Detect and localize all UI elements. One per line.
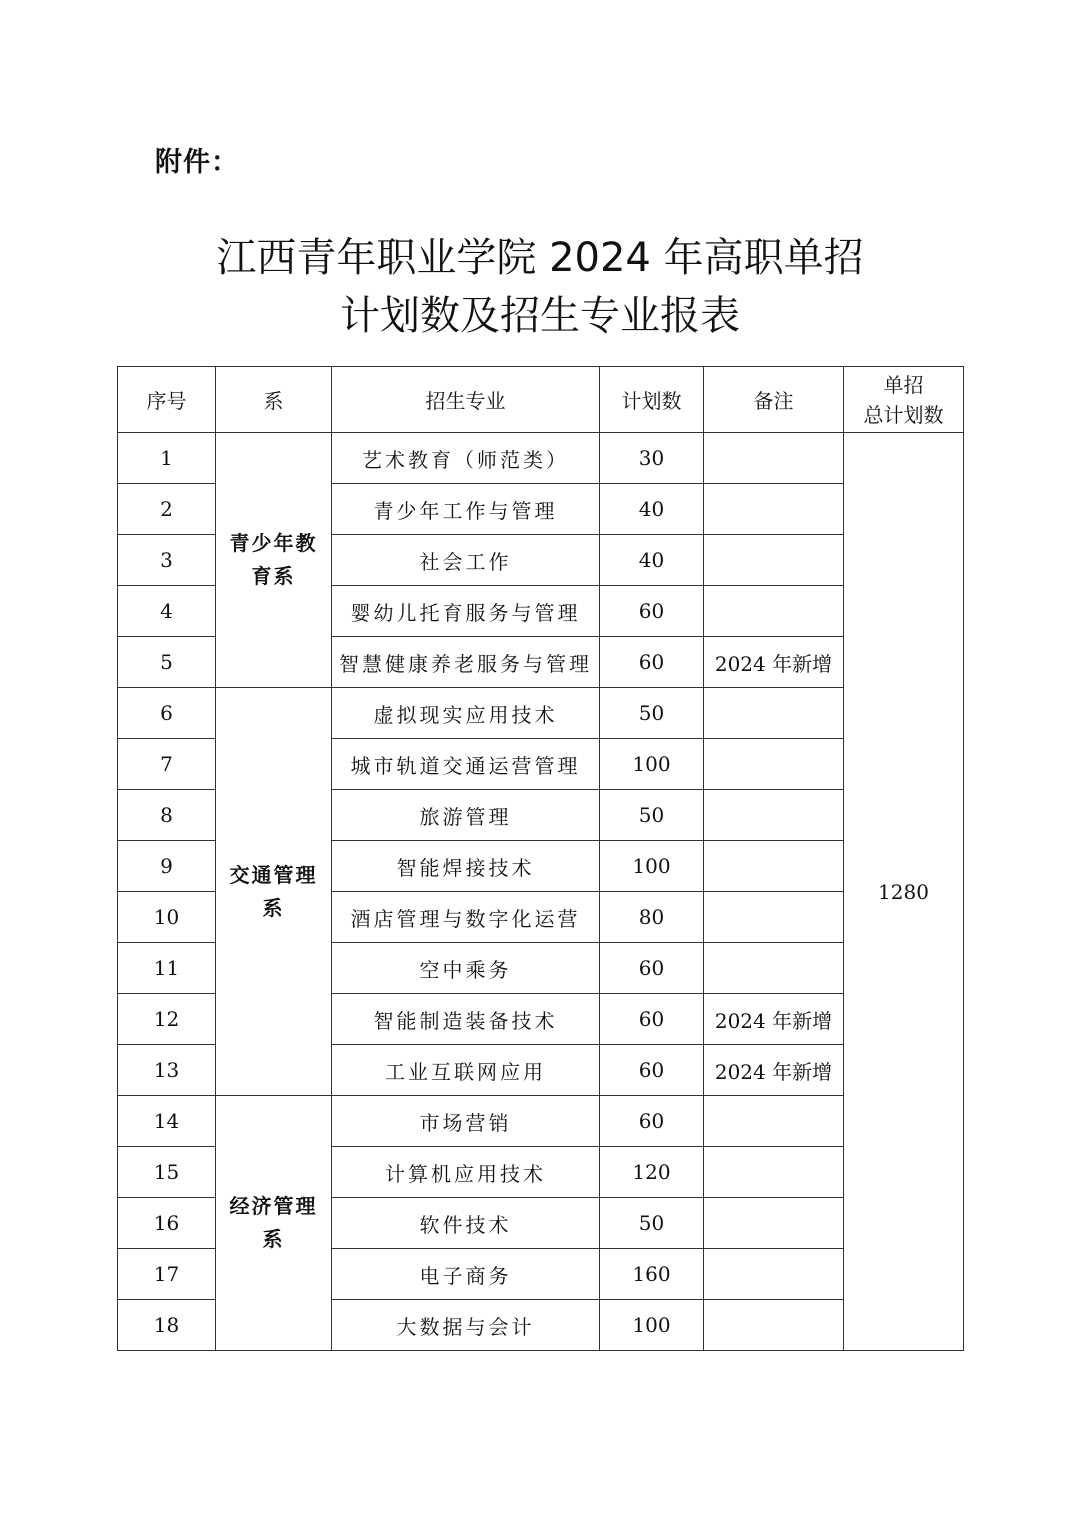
row-plan: 40 xyxy=(600,484,704,535)
row-major: 工业互联网应用 xyxy=(332,1045,600,1096)
row-index: 18 xyxy=(118,1300,216,1351)
row-major: 虚拟现实应用技术 xyxy=(332,688,600,739)
row-remark xyxy=(704,484,844,535)
row-index: 5 xyxy=(118,637,216,688)
table-row xyxy=(118,1096,964,1147)
row-plan: 60 xyxy=(600,1096,704,1147)
row-index: 13 xyxy=(118,1045,216,1096)
row-remark xyxy=(704,1147,844,1198)
row-major: 软件技术 xyxy=(332,1198,600,1249)
table-header-row xyxy=(118,367,964,433)
header-total xyxy=(844,367,964,433)
row-index: 9 xyxy=(118,841,216,892)
row-index: 17 xyxy=(118,1249,216,1300)
row-remark xyxy=(704,586,844,637)
row-remark: 2024 年新增 xyxy=(704,637,844,688)
row-remark xyxy=(704,1096,844,1147)
header-department: 系 xyxy=(216,367,332,433)
header-plan: 计划数 xyxy=(600,367,704,433)
row-major: 婴幼儿托育服务与管理 xyxy=(332,586,600,637)
department-name-line-1: 经济管理 xyxy=(229,1194,318,1218)
table-row xyxy=(118,688,964,739)
department-name-line-1: 交通管理 xyxy=(229,862,318,887)
row-major: 智能焊接技术 xyxy=(332,841,600,892)
row-index: 1 xyxy=(118,433,216,484)
row-plan: 40 xyxy=(600,535,704,586)
enrollment-plan-table xyxy=(117,366,964,1351)
row-index: 7 xyxy=(118,739,216,790)
total-plan-cell: 1280 xyxy=(844,433,964,1351)
row-index: 4 xyxy=(118,586,216,637)
row-remark xyxy=(704,841,844,892)
row-major: 大数据与会计 xyxy=(332,1300,600,1351)
row-index: 12 xyxy=(118,994,216,1045)
row-plan: 100 xyxy=(600,739,704,790)
row-remark xyxy=(704,535,844,586)
row-remark xyxy=(704,1198,844,1249)
row-plan: 60 xyxy=(600,637,704,688)
row-major: 青少年工作与管理 xyxy=(332,484,600,535)
row-plan: 60 xyxy=(600,586,704,637)
row-plan: 100 xyxy=(600,841,704,892)
row-major: 空中乘务 xyxy=(332,943,600,994)
row-plan: 160 xyxy=(600,1249,704,1300)
row-index: 10 xyxy=(118,892,216,943)
row-major: 酒店管理与数字化运营 xyxy=(332,892,600,943)
row-major: 城市轨道交通运营管理 xyxy=(332,739,600,790)
document-title-line-2: 计划数及招生专业报表 xyxy=(340,293,740,339)
header-major: 招生专业 xyxy=(332,367,600,433)
department-cell-economic-management xyxy=(216,1096,332,1351)
table-row xyxy=(118,433,964,484)
row-major: 智能制造装备技术 xyxy=(332,994,600,1045)
row-remark: 2024 年新增 xyxy=(704,1045,844,1096)
row-major: 智慧健康养老服务与管理 xyxy=(332,637,600,688)
row-index: 8 xyxy=(118,790,216,841)
row-index: 11 xyxy=(118,943,216,994)
row-plan: 50 xyxy=(600,688,704,739)
row-remark xyxy=(704,943,844,994)
department-cell-youth-education xyxy=(216,433,332,688)
department-name-line-1: 青少年教 xyxy=(229,531,318,555)
row-plan: 100 xyxy=(600,1300,704,1351)
row-index: 2 xyxy=(118,484,216,535)
row-plan: 50 xyxy=(600,1198,704,1249)
department-name-line-2: 系 xyxy=(262,895,285,920)
row-remark xyxy=(704,1300,844,1351)
row-index: 16 xyxy=(118,1198,216,1249)
header-total-line-2: 总计划数 xyxy=(863,402,944,427)
row-plan: 50 xyxy=(600,790,704,841)
row-plan: 60 xyxy=(600,1045,704,1096)
row-remark xyxy=(704,892,844,943)
row-index: 15 xyxy=(118,1147,216,1198)
header-index: 序号 xyxy=(118,367,216,433)
row-major: 计算机应用技术 xyxy=(332,1147,600,1198)
department-name-line-2: 育系 xyxy=(251,564,296,588)
department-cell-traffic-management xyxy=(216,688,332,1096)
row-index: 14 xyxy=(118,1096,216,1147)
header-total-line-1: 单招 xyxy=(883,372,924,397)
row-plan: 120 xyxy=(600,1147,704,1198)
row-remark xyxy=(704,688,844,739)
row-remark xyxy=(704,790,844,841)
row-remark xyxy=(704,1249,844,1300)
row-index: 3 xyxy=(118,535,216,586)
row-major: 市场营销 xyxy=(332,1096,600,1147)
row-remark: 2024 年新增 xyxy=(704,994,844,1045)
row-plan: 60 xyxy=(600,943,704,994)
department-name-line-2: 系 xyxy=(262,1227,285,1251)
row-plan: 60 xyxy=(600,994,704,1045)
document-title-line-1: 江西青年职业学院 2024 年高职单招 xyxy=(216,235,864,281)
row-remark xyxy=(704,433,844,484)
row-major: 电子商务 xyxy=(332,1249,600,1300)
row-major: 社会工作 xyxy=(332,535,600,586)
row-index: 6 xyxy=(118,688,216,739)
row-plan: 80 xyxy=(600,892,704,943)
row-major: 旅游管理 xyxy=(332,790,600,841)
row-remark xyxy=(704,739,844,790)
attachment-label: 附件： xyxy=(155,147,239,178)
header-remark: 备注 xyxy=(704,367,844,433)
row-major: 艺术教育（师范类） xyxy=(332,433,600,484)
row-plan: 30 xyxy=(600,433,704,484)
